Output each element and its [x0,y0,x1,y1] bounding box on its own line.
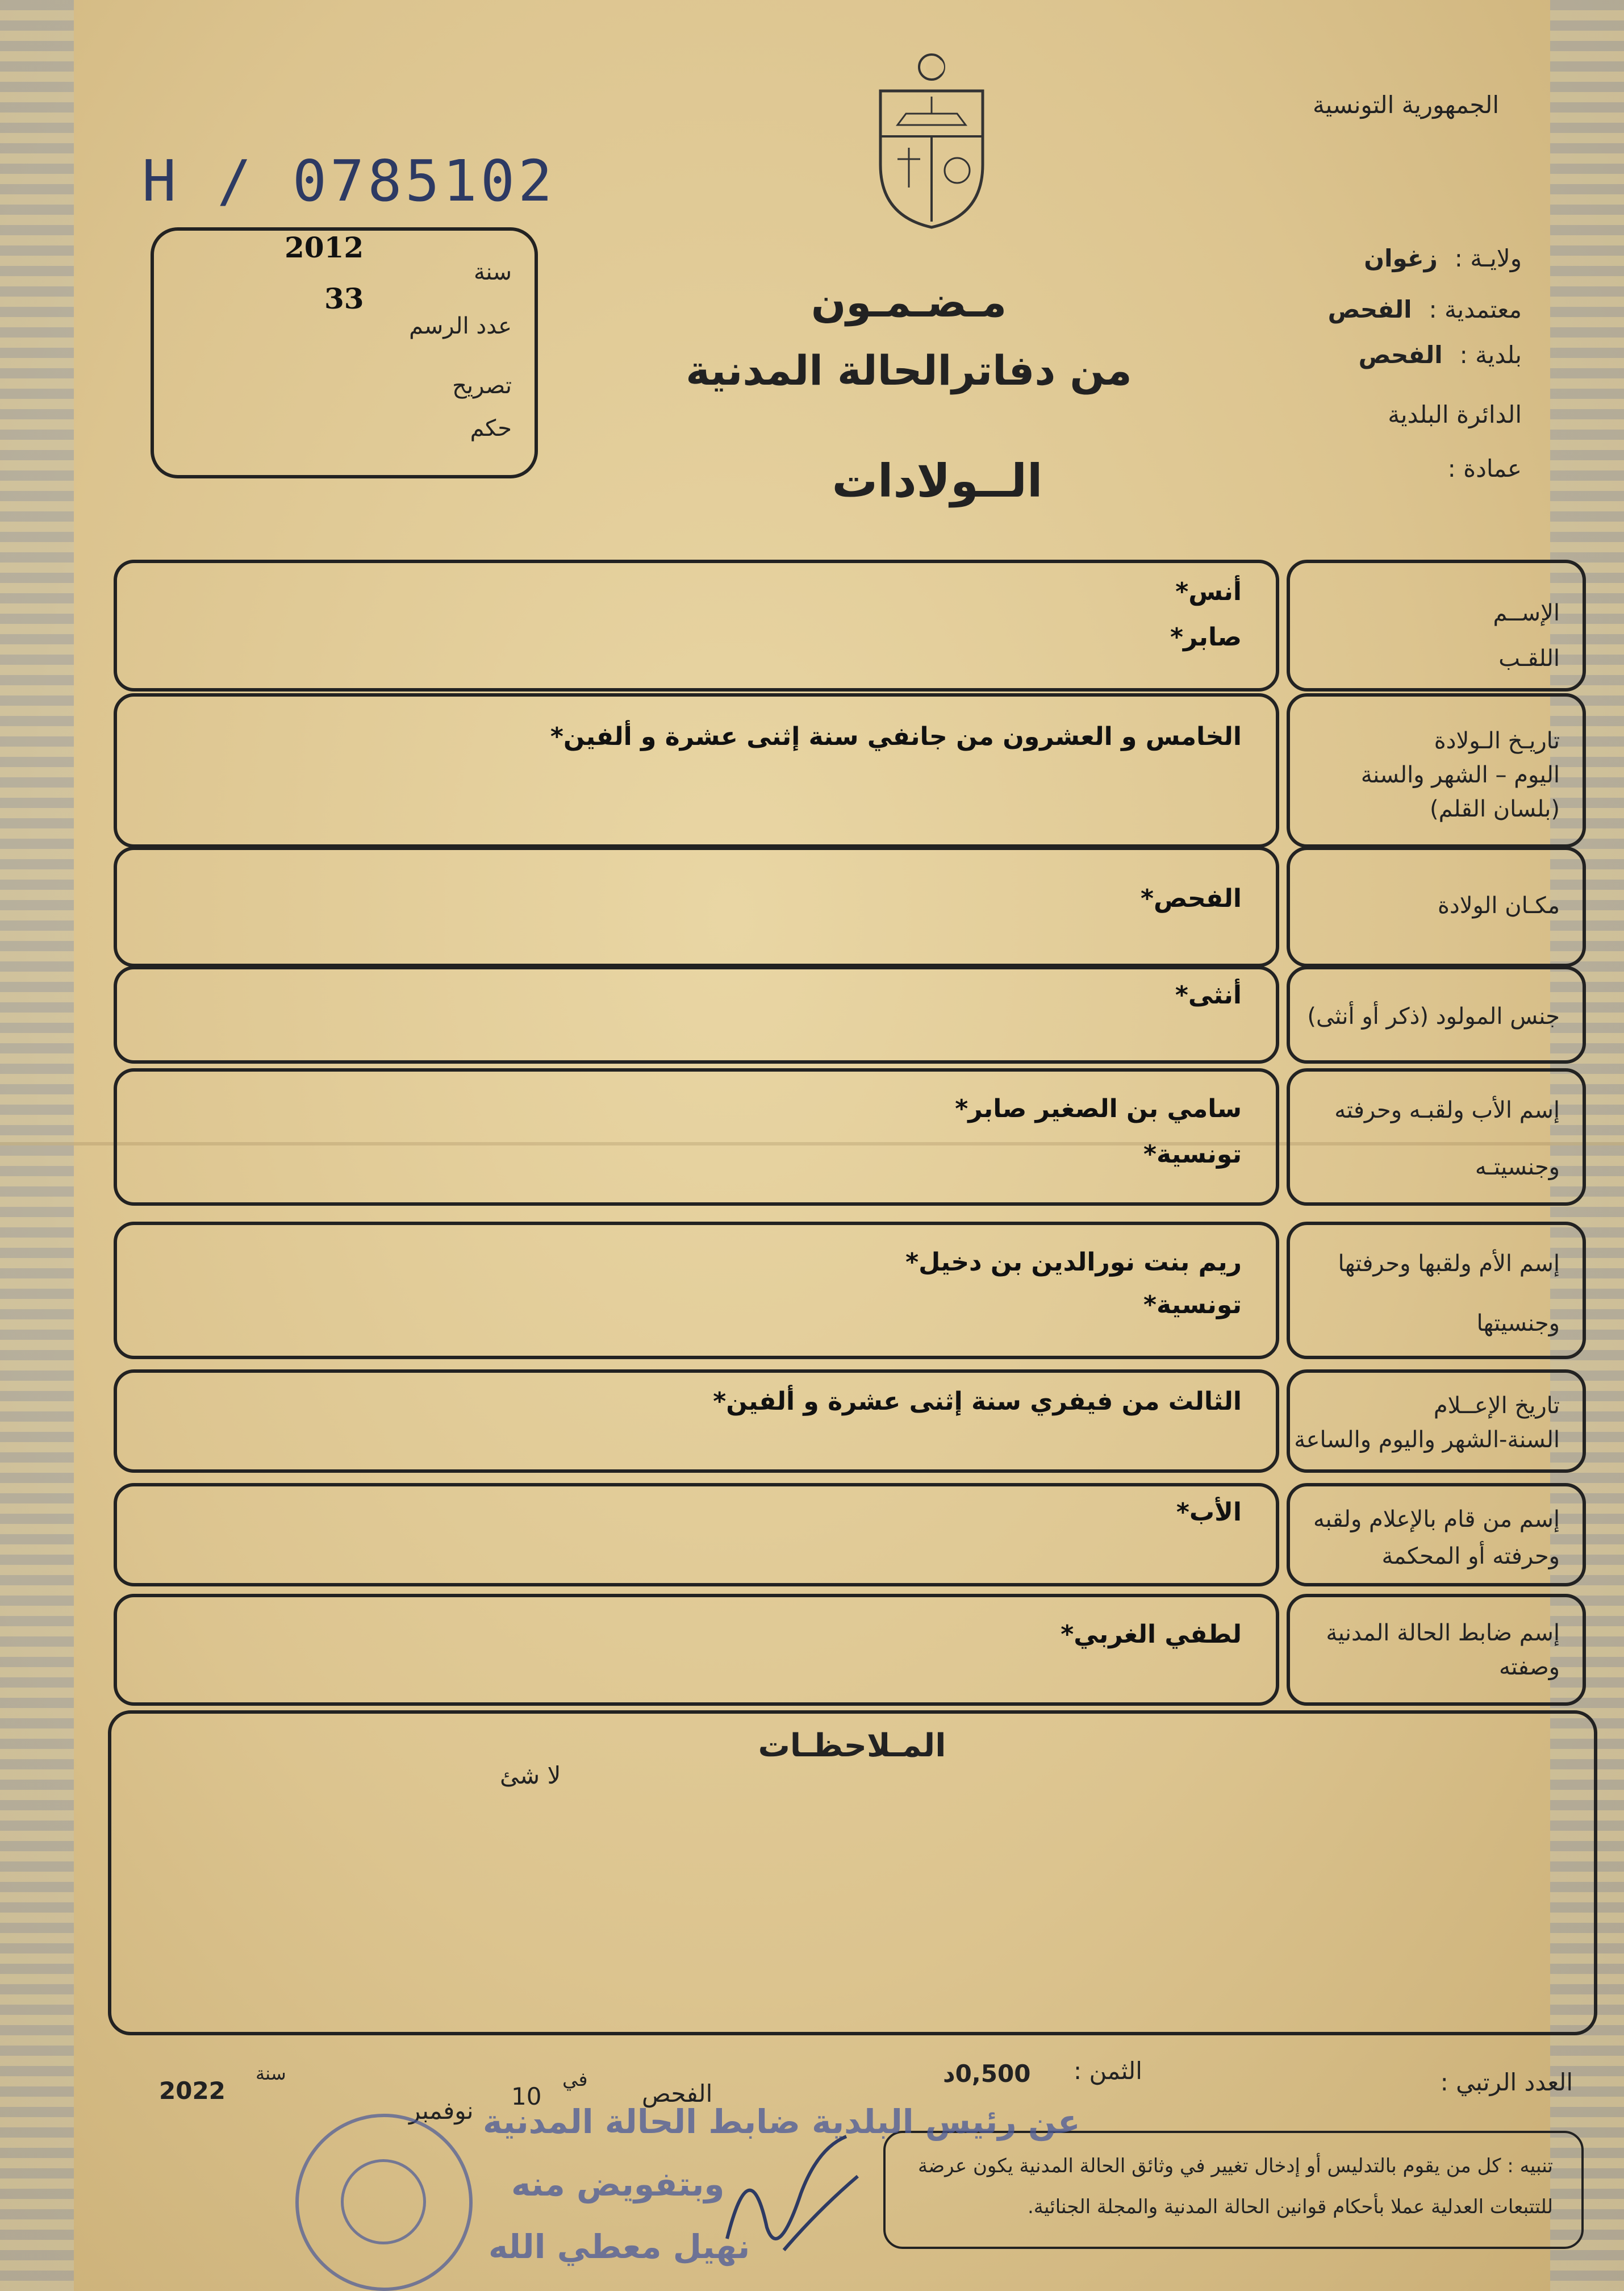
field-label-box [1287,1369,1586,1473]
stamp-text-line3: نهيل معطي الله [489,2227,750,2266]
field-label-box [1287,966,1586,1064]
field-value: سامي بن الصغير صابر* [955,1094,1242,1123]
tunisia-coat-of-arms-icon [863,51,1000,233]
republic-name: الجمهورية التونسية [1313,91,1499,119]
field-label: إسم من قام بالإعلام ولقبه [1313,1506,1560,1532]
field-label: وجنسيتها [1476,1310,1560,1336]
field-label-box [1287,693,1586,848]
field-label: إسم الأب ولقبـه وحرفته [1334,1097,1560,1123]
document-title-births: الــولادات [832,455,1043,507]
field-value: تونسية* [1143,1140,1242,1169]
issue-place: الفحص [642,2080,713,2107]
field-label-box [1287,1068,1586,1206]
field-value-box [114,693,1279,848]
governorate-value: زغوان [1364,244,1438,272]
issue-month: نوفمبر [409,2097,474,2125]
field-label: وجنسيتـه [1475,1154,1560,1180]
field-label: (بلسان القلم) [1430,796,1560,822]
delegation-label: معتمدية : [1429,295,1522,323]
year-value: 2022 [159,2077,226,2105]
document-title-line2: من دفاترالحالة المدنية [686,347,1132,394]
municipal-district-label: الدائرة البلدية [1388,401,1522,428]
register-judgment-label: حكم [470,415,512,441]
field-label: اليوم – الشهر والسنة [1360,762,1560,788]
issue-day: 10 [511,2082,542,2110]
sector-label: عمادة : [1447,455,1522,482]
serial-number-label: العدد الرتبي : [1440,2068,1573,2096]
field-label-box [1287,847,1586,967]
field-value: الثالث من فيفري سنة إثنى عشرة و ألفين* [713,1387,1242,1416]
warning-box [883,2131,1584,2249]
field-label: تاريخ الإعــلام [1433,1393,1560,1419]
field-value: الأب* [1176,1498,1242,1527]
field-label-box [1287,1222,1586,1359]
field-label: جنس المولود (ذكر أو أنثى) [1307,1003,1560,1030]
stamp-text-line2: وبتفويض منه [511,2165,725,2203]
field-label: السنة-الشهر واليوم والساعة [1294,1427,1560,1453]
field-value: ريم بنت نورالدين بن دخيل* [905,1248,1242,1277]
municipality-value: الفحص [1358,341,1443,369]
price-label: الثمن : [1074,2057,1142,2085]
governorate-label: ولايـة : [1454,244,1522,272]
field-value-box [114,1369,1279,1473]
document-title-line1: مـضـمـون [811,278,1007,326]
register-declaration-label: تصريح [452,373,512,399]
field-value: الفحص* [1140,884,1242,913]
field-label: تاريـخ الـولادة [1434,728,1560,754]
field-label-box [1287,560,1586,692]
field-value: أنثى* [1175,981,1242,1010]
field-label: اللقـب [1498,645,1560,672]
field-value-box [114,966,1279,1064]
warning-text: تنبيه : كل من يقوم بالتدليس أو إدخال تغيير في وثائق الحالة المدنية يكون عرضة للتتبعات العدلية عملا بأحكام قوانين الحالة المدنية والمجلة الجنائية. [918,2155,1553,2218]
field-value-box [114,1594,1279,1706]
guilloche-border-left [0,0,74,2291]
field-value: تونسية* [1143,1290,1242,1319]
serial-number: H / 0785102 [142,148,556,214]
municipality-label: بلدية : [1459,341,1522,369]
field-value-box [114,1483,1279,1586]
year-label: سنة [256,2063,286,2084]
field-value: صابر* [1170,623,1242,652]
field-label: إسم الأم ولقبها وحرفتها [1338,1251,1560,1277]
field-value-box [114,847,1279,967]
field-label: وحرفته أو المحكمة [1381,1543,1560,1569]
field-value: أنس* [1175,577,1242,606]
issuing-authority [1181,91,1522,489]
handwritten-signature [716,2125,863,2273]
field-value: الخامس و العشرون من جانفي سنة إثنى عشرة و ألفين* [550,722,1242,751]
field-value-box [114,1068,1279,1206]
field-label: الإســم [1493,600,1560,626]
price-value: 0,500د [943,2060,1031,2088]
field-label-box [1287,1483,1586,1586]
register-number-value: 33 [324,282,364,315]
register-year-label: سنة [473,259,512,285]
remarks-value: لا شئ [500,1761,561,1789]
delegation-value: الفحص [1327,295,1412,323]
field-label: مكـان الولادة [1437,893,1560,919]
field-label-box [1287,1594,1586,1706]
official-stamp-center [341,2159,426,2244]
stamp-text-line1: عن رئيس البلدية ضابط الحالة المدنية [483,2102,1080,2141]
in-label: في [562,2068,588,2091]
field-label: إسم ضابط الحالة المدنية [1326,1620,1560,1646]
register-box [151,227,538,478]
register-year-value: 2012 [285,231,364,264]
field-label: وصفته [1498,1654,1560,1680]
remarks-title: المـلاحظـات [758,1727,946,1764]
field-value: لطفي الغربي* [1061,1620,1242,1649]
field-value-box [114,560,1279,692]
field-value-box [114,1222,1279,1359]
register-number-label: عدد الرسم [409,313,512,339]
